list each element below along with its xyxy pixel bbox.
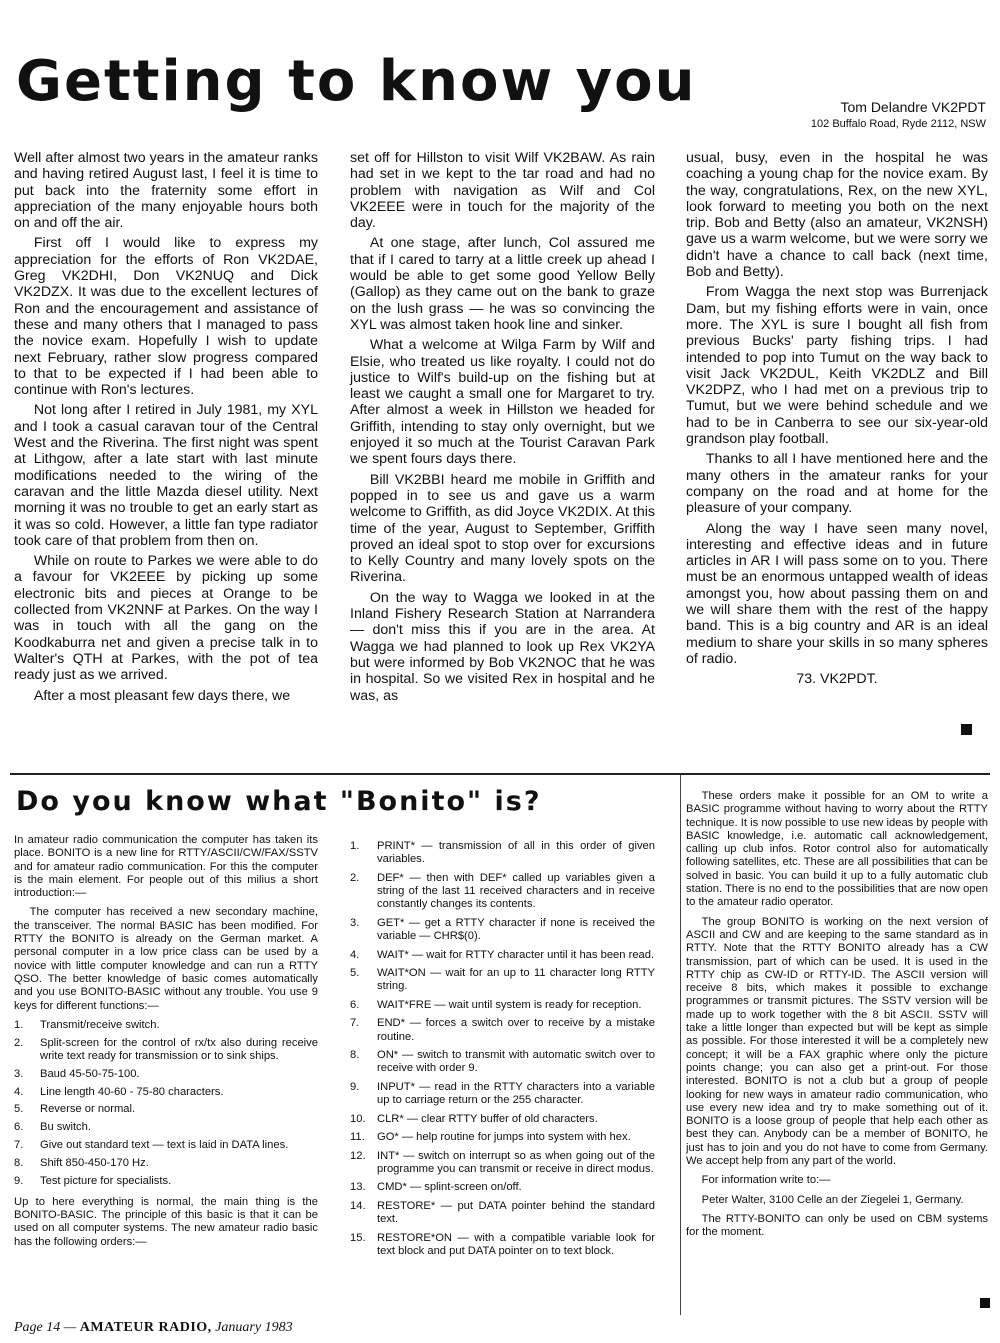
list-item: 13. CMD* — splint-screen on/off.	[350, 1181, 522, 1194]
list-item: 4. WAIT* — wait for RTTY character until it has been read.	[350, 948, 655, 961]
section-divider	[10, 773, 990, 775]
list-item: 5. Reverse or normal.	[14, 1103, 136, 1116]
list-item: 12. INT* — switch on interrupt so as when going out of the programme you can transmit or receive in direct modus.	[350, 1149, 655, 1175]
basic-orders-list	[350, 840, 655, 1258]
list-item: 7. END* — forces a switch over to receive by a mistake routine.	[350, 1017, 655, 1043]
article2-column-3	[686, 790, 988, 1246]
signature: 73. VK2PDT.	[796, 671, 878, 688]
paragraph: Up to here everything is normal, the main thing is the BONITO-BASIC. The principle of this basic is that it can be used on all computer systems. The new amateur radio basic has the following orders:—	[14, 1195, 318, 1248]
paragraph: After a most pleasant few days there, we	[33, 687, 291, 704]
paragraph: While on route to Parkes we were able to do a favour for VK2EEE by picking up some electronic bits and pieces at Orange to be collected from VK2NNF at Parkes. On the way I was in touch with all the gang on the Koodkaburra net and given a precise talk in to Walter's QTH at Parkes, with the pot of tea ready just as we arrived.	[14, 553, 318, 684]
list-item: 4. Line length 40-60 - 75-80 characters.	[14, 1085, 224, 1098]
list-item: 6. WAIT*FRE — wait until system is ready for reception.	[350, 998, 642, 1011]
end-of-article-mark	[980, 1298, 990, 1308]
paragraph: First off I would like to express my appreciation for the efforts of Ron VK2DAE, Greg VK2DHI, Don VK2NUQ and Dick VK2DZX. It was due to the excellent lectures of Ron and the encouragement and assistance of these and many others that I managed to pass the novice exam. Hopefully I wish to update next February, rather slow progress compared to that to be expected if I had been able to continue with Ron's lectures.	[14, 235, 318, 399]
column-divider	[680, 775, 681, 1315]
list-item: 14. RESTORE* — put DATA pointer behind the standard text.	[350, 1199, 655, 1226]
paragraph: On the way to Wagga we looked in at the Inland Fishery Research Station at Narrandera — don't miss this if you are in the area. At Wagga we had planned to look up Rex VK2YA but were informed by Bob VK2NOC that he was in hospital. So we visited Rex in hospital and he was, as	[350, 589, 655, 704]
paragraph: For information write to:—	[701, 1174, 831, 1187]
list-item: 2. Split-screen for the control of rx/tx also during receive write text ready for transmission or to sink ships.	[14, 1036, 318, 1062]
list-item: 3. GET* — get a RTTY character if none is received the variable — CHR$(0).	[350, 916, 655, 943]
list-item: 10. CLR* — clear RTTY buffer of old characters.	[350, 1112, 598, 1125]
paragraph: Not long after I retired in July 1981, my XYL and I took a casual caravan tour of the Central West and the Riverina. The first night was spent at Lithgow, after a late start with last minute modifications needed to the wiring of the caravan and the little Mazda diesel utility. Next morning it was no trouble to get an early start as it was so cold. However, a little fan type radiator took care of that problem from then on.	[14, 402, 318, 549]
list-item: 1. PRINT* — transmission of all in this order of given variables.	[350, 840, 655, 866]
list-item: 9. Test picture for specialists.	[14, 1174, 172, 1187]
paragraph: Along the way I have seen many novel, interesting and effective ideas and in future articles in AR I will pass some on to you. There must be an enormous untapped wealth of ideas amongst you, how about passing them on and we will share them with the rest of the happy band. This is a big country and AR is an ideal medium to share your skills in so many spheres of radio.	[686, 520, 988, 667]
magazine-name: AMATEUR RADIO,	[79, 1320, 212, 1335]
paragraph: In amateur radio communication the computer has taken its place. BONITO is a new line for RTTY/ASCII/CW/FAX/SSTV and for amateur radio communication. For this the computer is the main element. For people out of this milius a short introduction:—	[14, 834, 318, 900]
paragraph: The group BONITO is working on the next version of ASCII and CW and are keeping to the same standard as in RTTY. Note that the RTTY BONITO already has a CW transmission, part of which can be used. It is used in the RTTY chip as CW-ID or RTTY-ID. The ASCII version will receive 8 bits, which makes it possible to exchange programmes or transmit pictures. The SSTV version will be made up to work together with the 8 bit ASCII. SSTV will take a little longer than expected but will be kept as simple as possible. For those interested it will be a completely new concept; it will be a FAX graphic where only the picture points change; you can also get a print-out. For those interested. BONITO is not a club but a group of people looking for new ways in amateur radio communication, who use every new idea and try to make something out of it. BONITO is a loose group of people that help each other as best they can. Anybody can be a member of BONITO, he just has to join and you do not have to come from Germany. We accept help from any part of the world.	[686, 915, 988, 1168]
paragraph: Thanks to all I have mentioned here and the many others in the amateur ranks for your company on the road and at home for the pleasure of your company.	[686, 451, 988, 517]
author-address: 102 Buffalo Road, Ryde 2112, NSW	[810, 118, 986, 130]
list-item: 3. Baud 45-50-75-100.	[14, 1067, 140, 1080]
issue-date: January 1983	[215, 1320, 293, 1335]
list-item: 15. RESTORE*ON — with a compatible variable look for text block and put DATA pointer on to text block.	[350, 1231, 655, 1258]
paragraph: What a welcome at Wilga Farm by Wilf and Elsie, who treated us like royalty. I could not do justice to Wilf's build-up on the fishing but at least we caught a small one for Margaret to try. After almost a week in Hillston we headed for Griffith, intending to stay only overnight, but we enjoyed it so much at the Tourist Caravan Park we spent fours days there.	[350, 337, 655, 468]
list-item: 9. INPUT* — read in the RTTY characters into a variable up to carriage return or the 255 character.	[350, 1080, 655, 1107]
article2-title: Do you know what "Bonito" is?	[16, 786, 542, 817]
paragraph: The RTTY-BONITO can only be used on CBM systems for the moment.	[686, 1212, 988, 1239]
list-item: 8. ON* — switch to transmit with automatic switch over to receive with order 9.	[350, 1049, 655, 1075]
article2-column-1	[14, 834, 318, 1255]
article1-column-2	[350, 150, 655, 708]
page-footer	[14, 1320, 293, 1336]
byline	[811, 99, 986, 133]
list-item: 8. Shift 850-450-170 Hz.	[14, 1156, 149, 1169]
list-item: 6. Bu switch.	[14, 1121, 91, 1134]
end-of-article-mark	[961, 724, 972, 735]
list-item: 7. Give out standard text — text is laid in DATA lines.	[14, 1138, 289, 1151]
list-item: 5. WAIT*ON — wait for an up to 11 character long RTTY string.	[350, 967, 655, 993]
paragraph: From Wagga the next stop was Burrenjack Dam, but my fishing efforts were in vain, once more. The XYL is sure I bought all fish from previous Bucks' party fishing trips. I had intended to pop into Tumut on the way back to visit Jack VK2DUL, Keith VK2DLZ and Bill VK2DPZ, who I had met on a previous trip to Tumut, but we were behind schedule and we had to be in Canberra to see our six-year-old grandson play football.	[686, 284, 988, 448]
paragraph: set off for Hillston to visit Wilf VK2BAW. As rain had set in we kept to the tar road and had no problem with navigation as Wilf and Col VK2EEE were in touch for the majority of the day.	[350, 150, 655, 232]
list-item: 1. Transmit/receive switch.	[14, 1018, 160, 1031]
paragraph: The computer has received a new secondary machine, the transceiver. The normal BASIC has been modified. For RTTY the BONITO is already on the German market. A personal computer in a low price class can be used by a novice with little computer knowledge and can run a RTTY QSO. The better knowledge of basic comes automatically and you use BONITO-BASIC without any trouble. You use 9 keys for different functions:—	[14, 906, 318, 1012]
list-item: 2. DEF* — then with DEF* called up variables given a string of the last 11 received characters and in receive constantly changes its contents.	[350, 871, 655, 911]
article1-column-1	[14, 150, 318, 708]
page-number: Page 14 —	[14, 1320, 77, 1335]
paragraph: Well after almost two years in the amateur ranks and having retired August last, I feel it is time to put back into the fraternity some effort in appreciation of the many enjoyable hours both on and off the air.	[14, 150, 318, 232]
function-keys-list	[14, 1019, 318, 1188]
paragraph: usual, busy, even in the hospital he was coaching a young chap for the novice exam. By the way, congratulations, Rex, on the new XYL, look forward to meeting you both on the next trip. Bob and Betty (also an amateur, VK2NSH) gave us a warm welcome, but we were sorry we didn't have a chance to call back (next time, Bob and Betty).	[686, 150, 988, 281]
paragraph: Peter Walter, 3100 Celle an der Ziegelei 1, Germany.	[701, 1193, 964, 1206]
list-item: 11. GO* — help routine for jumps into system with hex.	[350, 1131, 631, 1144]
paragraph: Bill VK2BBI heard me mobile in Griffith and popped in to see us and gave us a warm welcome to Griffith, as did Joyce VK2DIX. At this time of the year, August to September, Griffith proved an ideal spot to stop over for excursions to Kelly Country and many lovely spots on the Riverina.	[350, 471, 655, 586]
article2-column-2	[350, 834, 655, 1266]
article1-column-3	[686, 150, 988, 692]
article-title: Getting to know you	[16, 49, 697, 114]
author-name: Tom Delandre VK2PDT	[840, 99, 986, 115]
paragraph: These orders make it possible for an OM to write a BASIC programme without having to worry about the RTTY technique. It is now possible to use new ideas by people with BASIC knowledge, i.e. automatic call acknowledgement, calling up club infos. Rotor control also for automatically following satellites, etc. These are all possibilities that can be solved in basic. You can build it up to a fully automatic club station. There is no end to the possibilities that are now open to the amateur radio operator.	[686, 790, 988, 909]
paragraph: At one stage, after lunch, Col assured me that if I cared to tarry at a little creek up ahead I would be able to get some good Yellow Belly (Gallop) as they came out on the bank to graze on the lush grass — he was so convincing the XYL was almost taken hook line and sinker.	[350, 235, 655, 333]
